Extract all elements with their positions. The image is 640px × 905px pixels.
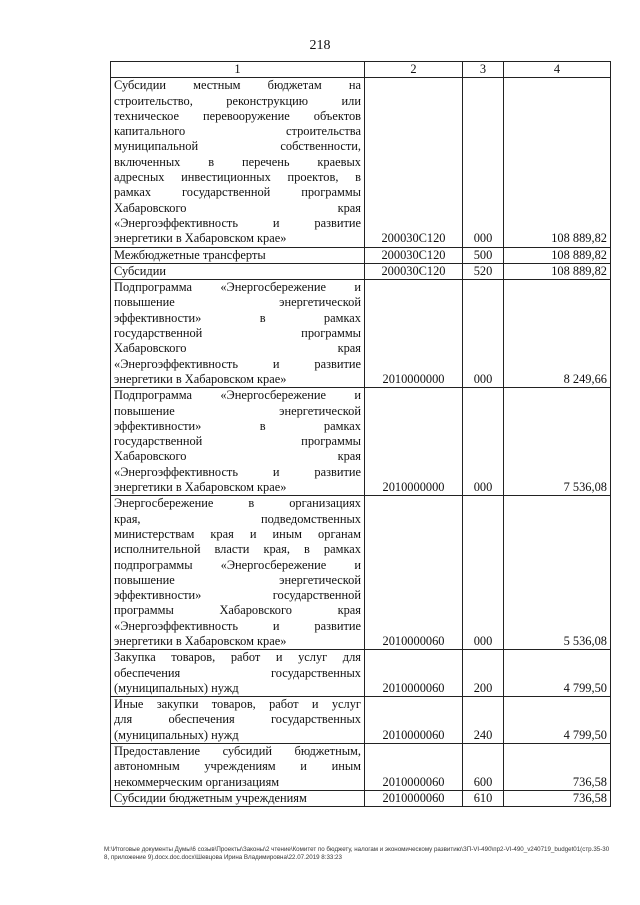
amount-cell: 736,58	[504, 790, 611, 806]
expense-type-cell: 600	[463, 744, 504, 791]
expense-type-cell: 000	[463, 388, 504, 496]
budget-table	[110, 61, 611, 807]
table-row	[111, 744, 611, 791]
expense-name-line: повышение энергетической	[114, 295, 361, 310]
expense-name-line: Хабаровского края	[114, 449, 361, 464]
target-article-code-cell: 200030С120	[365, 247, 463, 263]
expense-name-line: Энергосбережение в организациях	[114, 496, 361, 511]
expense-name-line: Межбюджетные трансферты	[114, 247, 266, 262]
amount-cell: 736,58	[504, 744, 611, 791]
expense-name-line: «Энергоэффективность и развитие	[114, 215, 361, 230]
column-header: 3	[463, 62, 504, 78]
expense-name-line: Предоставление субсидий бюджетным,	[114, 744, 361, 759]
expense-name-line: программы Хабаровского края	[114, 603, 361, 618]
expense-name-line: Подпрограмма «Энергосбережение и	[114, 388, 361, 403]
expense-name-cell	[111, 247, 365, 263]
target-article-code-cell: 2010000060	[365, 650, 463, 697]
expense-name-line: эффективности» в рамках	[114, 418, 361, 433]
expense-name-line: министерствам края и иным органам	[114, 526, 361, 541]
expense-name-line: Субсидии бюджетным учреждениям	[114, 790, 307, 805]
expense-name-cell	[111, 388, 365, 496]
expense-name-line: государственной программы	[114, 434, 361, 449]
expense-type-cell: 240	[463, 697, 504, 744]
column-header: 2	[365, 62, 463, 78]
expense-name-line: эффективности» в рамках	[114, 310, 361, 325]
expense-name-line: адресных инвестиционных проектов, в	[114, 170, 361, 185]
expense-name-line: включенных в перечень краевых	[114, 154, 361, 169]
expense-name-line: энергетики в Хабаровском крае»	[114, 371, 287, 386]
amount-cell: 4 799,50	[504, 697, 611, 744]
expense-name-line: Хабаровского края	[114, 341, 361, 356]
expense-name-line: эффективности» государственной	[114, 588, 361, 603]
expense-name-line: «Энергоэффективность и развитие	[114, 464, 361, 479]
expense-name-line: строительство, реконструкцию или	[114, 93, 361, 108]
expense-name-line: обеспечения государственных	[114, 665, 361, 680]
expense-name-line: повышение энергетической	[114, 403, 361, 418]
expense-type-cell: 000	[463, 496, 504, 650]
column-header: 4	[504, 62, 611, 78]
amount-cell: 8 249,66	[504, 280, 611, 388]
document-file-path: М:\Итоговые документы Думы\6 созыв\Проекты\Законы\2 чтение\Комитет по бюджету, налогам и экономическому развитию\ЗП-VI-490\пр2-VI-490_v240719_budget01(стр.35-308, приложение 9).docx.doc.docx\Шевцова Ирина Владимировна\22.07.2019 8:33:23	[104, 846, 610, 861]
target-article-code-cell: 2010000060	[365, 496, 463, 650]
target-article-code-cell: 200030С120	[365, 78, 463, 247]
expense-name-line: (муниципальных) нужд	[114, 680, 239, 695]
target-article-code-cell: 2010000060	[365, 697, 463, 744]
amount-cell: 108 889,82	[504, 78, 611, 247]
table-row	[111, 790, 611, 806]
expense-name-line: Подпрограмма «Энергосбережение и	[114, 280, 361, 295]
target-article-code-cell: 2010000000	[365, 388, 463, 496]
expense-name-line: (муниципальных) нужд	[114, 727, 239, 742]
table-row	[111, 78, 611, 247]
expense-name-line: Хабаровского края	[114, 200, 361, 215]
expense-name-cell	[111, 78, 365, 247]
expense-name-line: автономным учреждениям и иным	[114, 759, 361, 774]
table-row	[111, 697, 611, 744]
expense-name-line: исполнительной власти края, в рамках	[114, 542, 361, 557]
expense-name-line: «Энергоэффективность и развитие	[114, 618, 361, 633]
amount-cell: 108 889,82	[504, 247, 611, 263]
expense-name-line: Закупка товаров, работ и услуг для	[114, 650, 361, 665]
expense-name-cell	[111, 744, 365, 791]
expense-name-line: энергетики в Хабаровском крае»	[114, 633, 287, 648]
table-header-row	[111, 62, 611, 78]
expense-name-line: рамках государственной программы	[114, 185, 361, 200]
table-row	[111, 263, 611, 279]
page-number: 218	[309, 38, 331, 53]
amount-cell: 5 536,08	[504, 496, 611, 650]
expense-name-cell	[111, 263, 365, 279]
target-article-code-cell: 2010000060	[365, 790, 463, 806]
target-article-code-cell: 200030С120	[365, 263, 463, 279]
expense-type-cell: 500	[463, 247, 504, 263]
expense-type-cell: 200	[463, 650, 504, 697]
expense-name-cell	[111, 697, 365, 744]
expense-name-line: техническое перевооружение объектов	[114, 108, 361, 123]
expense-name-line: повышение энергетической	[114, 572, 361, 587]
target-article-code-cell: 2010000000	[365, 280, 463, 388]
expense-name-cell	[111, 650, 365, 697]
expense-name-cell	[111, 496, 365, 650]
expense-name-line: некоммерческим организациям	[114, 774, 280, 789]
expense-name-line: Иные закупки товаров, работ и услуг	[114, 697, 361, 712]
table-row	[111, 496, 611, 650]
table-row	[111, 650, 611, 697]
amount-cell: 4 799,50	[504, 650, 611, 697]
expense-name-line: энергетики в Хабаровском крае»	[114, 231, 287, 246]
table-row	[111, 388, 611, 496]
expense-name-cell	[111, 280, 365, 388]
expense-name-line: подпрограммы «Энергосбережение и	[114, 557, 361, 572]
expense-name-line: энергетики в Хабаровском крае»	[114, 480, 287, 495]
expense-name-line: государственной программы	[114, 326, 361, 341]
table-row	[111, 280, 611, 388]
expense-name-line: края, подведомственных	[114, 511, 361, 526]
table-row	[111, 247, 611, 263]
expense-name-line: Субсидии	[114, 263, 166, 278]
expense-name-line: муниципальной собственности,	[114, 139, 361, 154]
expense-name-line: «Энергоэффективность и развитие	[114, 356, 361, 371]
amount-cell: 108 889,82	[504, 263, 611, 279]
amount-cell: 7 536,08	[504, 388, 611, 496]
expense-type-cell: 610	[463, 790, 504, 806]
expense-type-cell: 520	[463, 263, 504, 279]
expense-type-cell: 000	[463, 78, 504, 247]
column-header: 1	[111, 62, 365, 78]
target-article-code-cell: 2010000060	[365, 744, 463, 791]
expense-name-line: Субсидии местным бюджетам на	[114, 78, 361, 93]
expense-name-line: для обеспечения государственных	[114, 712, 361, 727]
expense-name-cell	[111, 790, 365, 806]
expense-name-line: капитального строительства	[114, 124, 361, 139]
expense-type-cell: 000	[463, 280, 504, 388]
